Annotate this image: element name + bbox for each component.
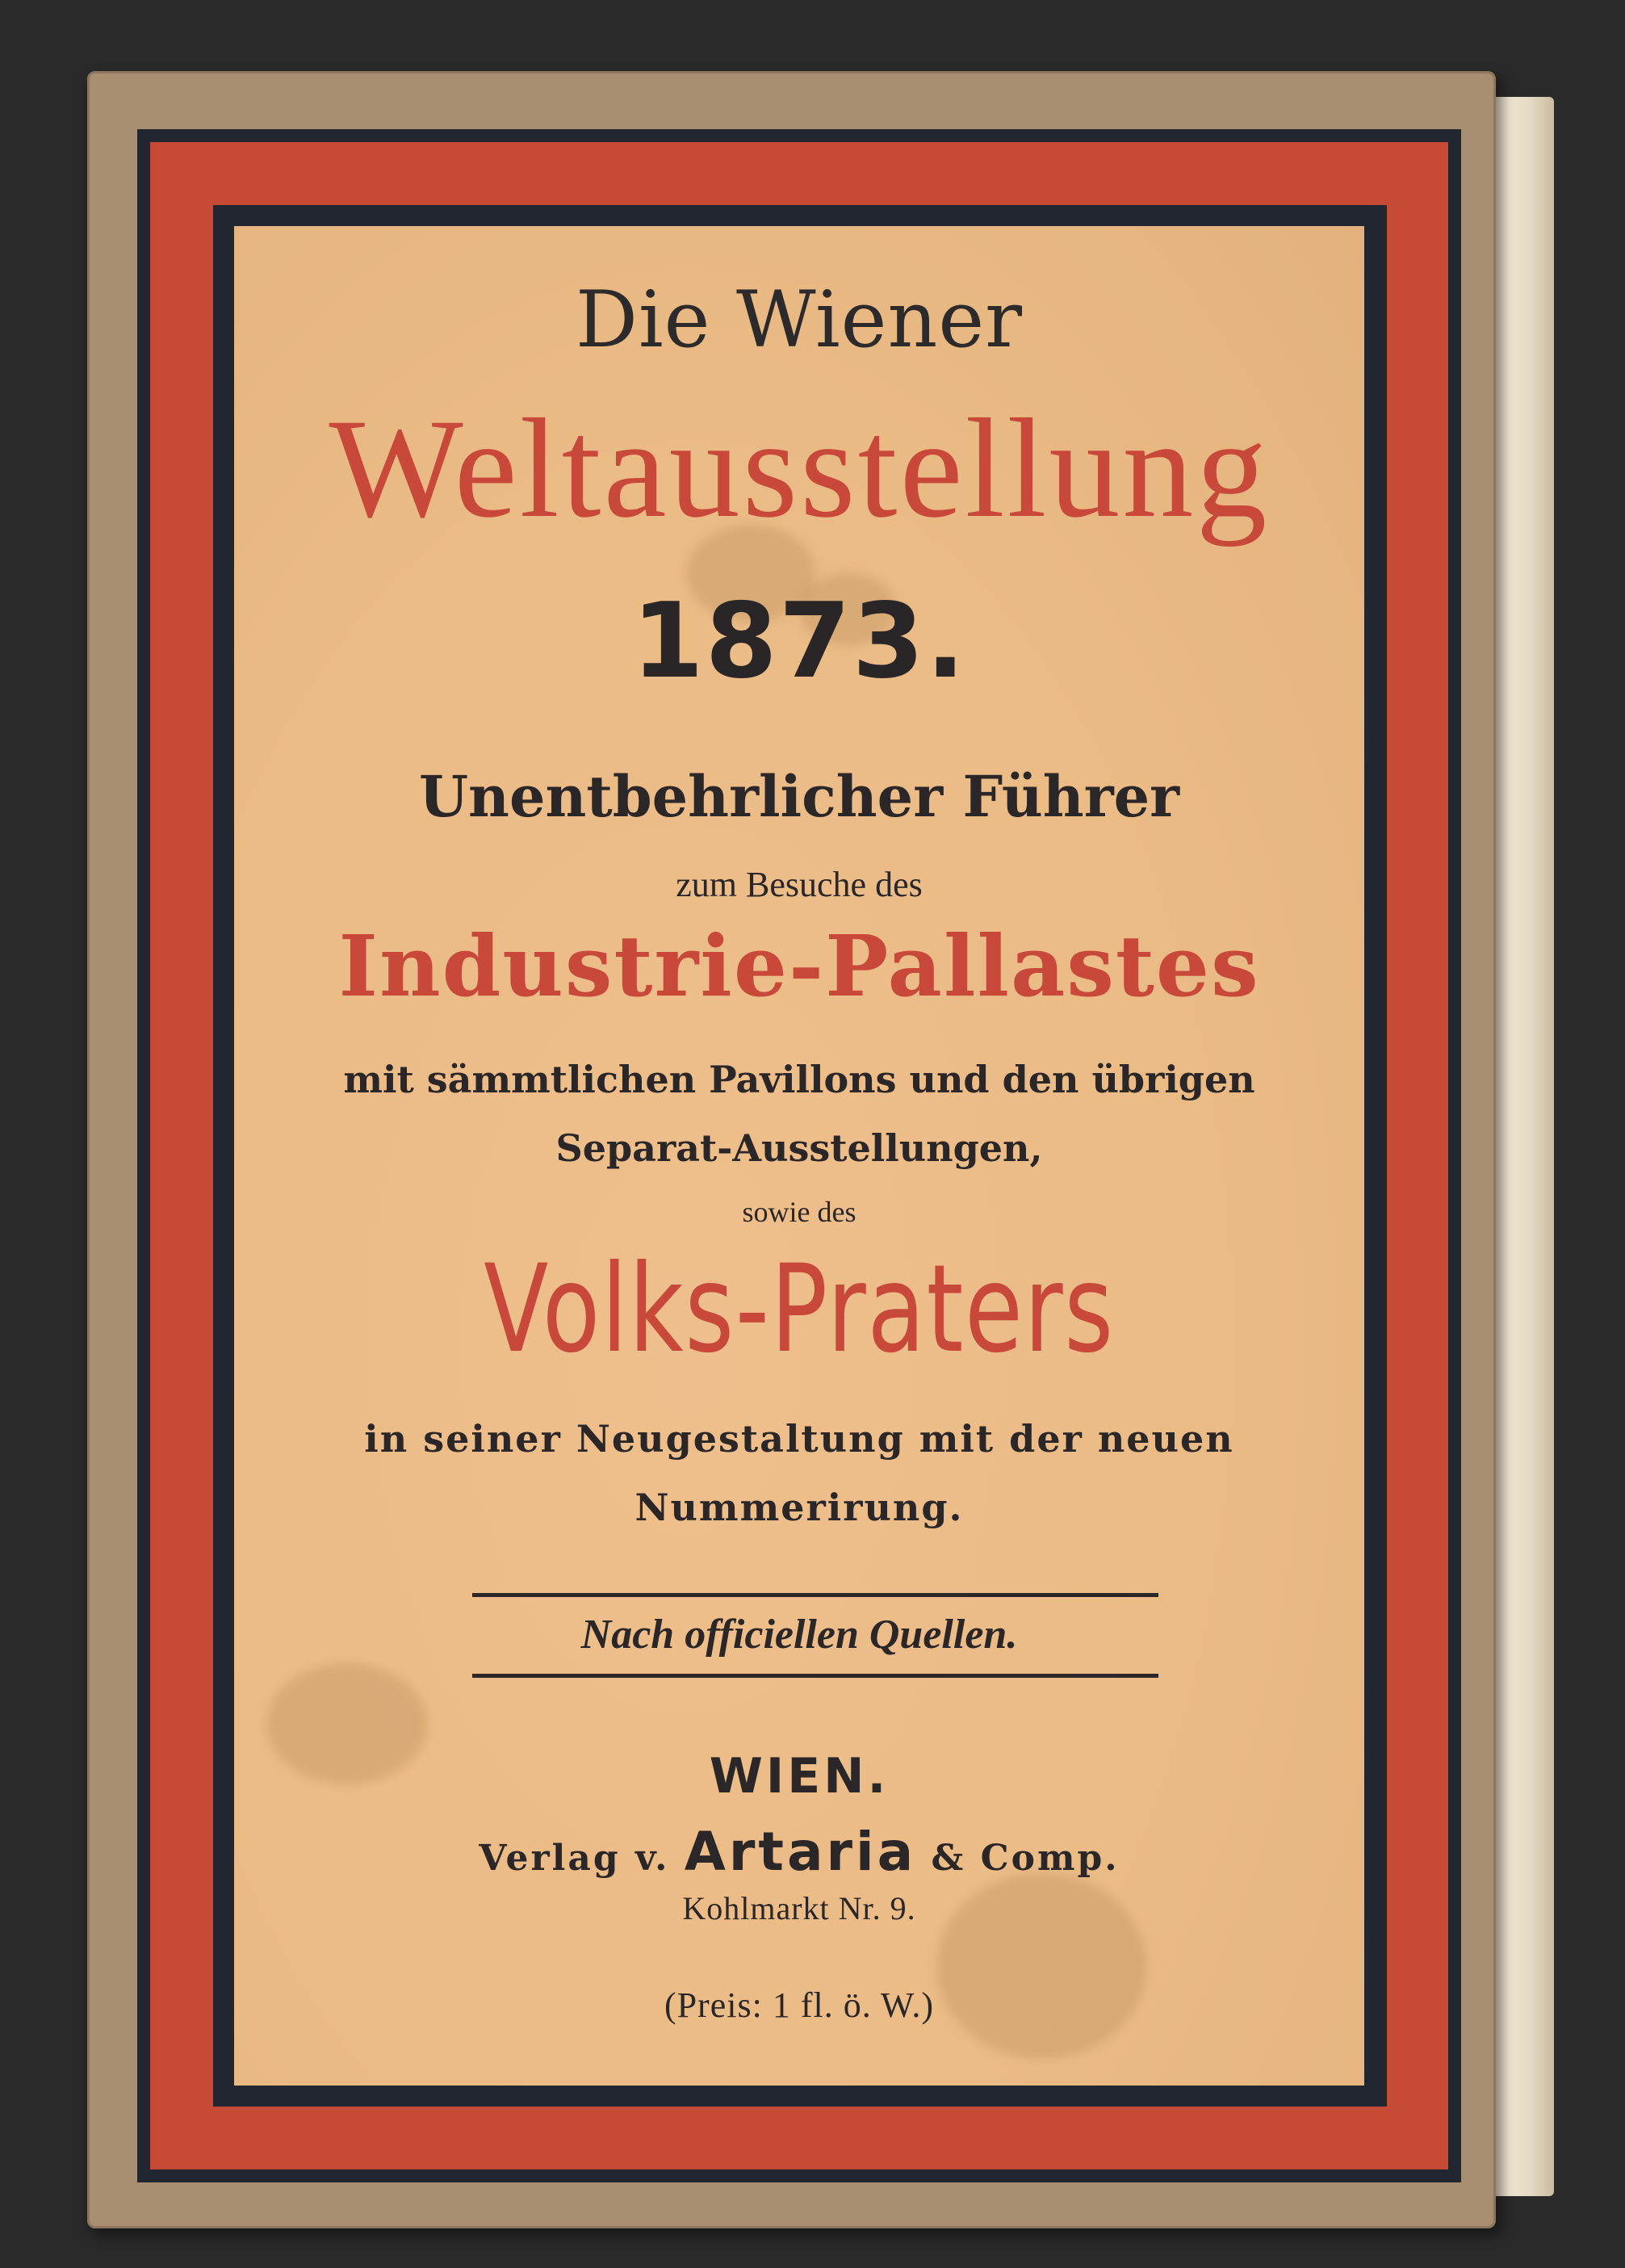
publisher-brand: Artaria xyxy=(684,1821,917,1883)
publisher-suffix: & Comp. xyxy=(931,1838,1120,1879)
subtitle-sowie: sowie des xyxy=(742,1196,856,1228)
title-industrie-pallastes: Industrie-Pallastes xyxy=(338,916,1260,1016)
title-label xyxy=(234,226,1364,2086)
title-line-die-wiener: Die Wiener xyxy=(575,275,1024,365)
publisher-prefix: Verlag v. xyxy=(479,1838,670,1879)
imprint-city: WIEN. xyxy=(709,1748,890,1805)
title-weltausstellung: Weltausstellung xyxy=(329,390,1270,547)
source-note: Nach officiellen Quellen. xyxy=(580,1612,1018,1658)
divider-bottom xyxy=(472,1674,1158,1678)
title-year: 1873. xyxy=(631,581,967,702)
subtitle-visit: zum Besuche des xyxy=(676,865,923,904)
subtitle-separat: Separat-Ausstellungen, xyxy=(555,1126,1043,1170)
imprint-address: Kohlmarkt Nr. 9. xyxy=(682,1890,916,1926)
divider-top xyxy=(472,1593,1158,1597)
title-volks-praters: Volks-Praters xyxy=(484,1239,1115,1380)
price-label: (Preis: 1 fl. ö. W.) xyxy=(664,1985,935,2025)
subtitle-neugestaltung: in seiner Neugestaltung mit der neuen xyxy=(364,1417,1234,1461)
subtitle-guide: Unentbehrlicher Führer xyxy=(419,763,1179,830)
subtitle-nummerirung: Nummerirung. xyxy=(635,1486,964,1529)
subtitle-pavillons: mit sämmtlichen Pavillons und den übrigen xyxy=(343,1058,1255,1101)
imprint-publisher xyxy=(234,1821,1364,1883)
